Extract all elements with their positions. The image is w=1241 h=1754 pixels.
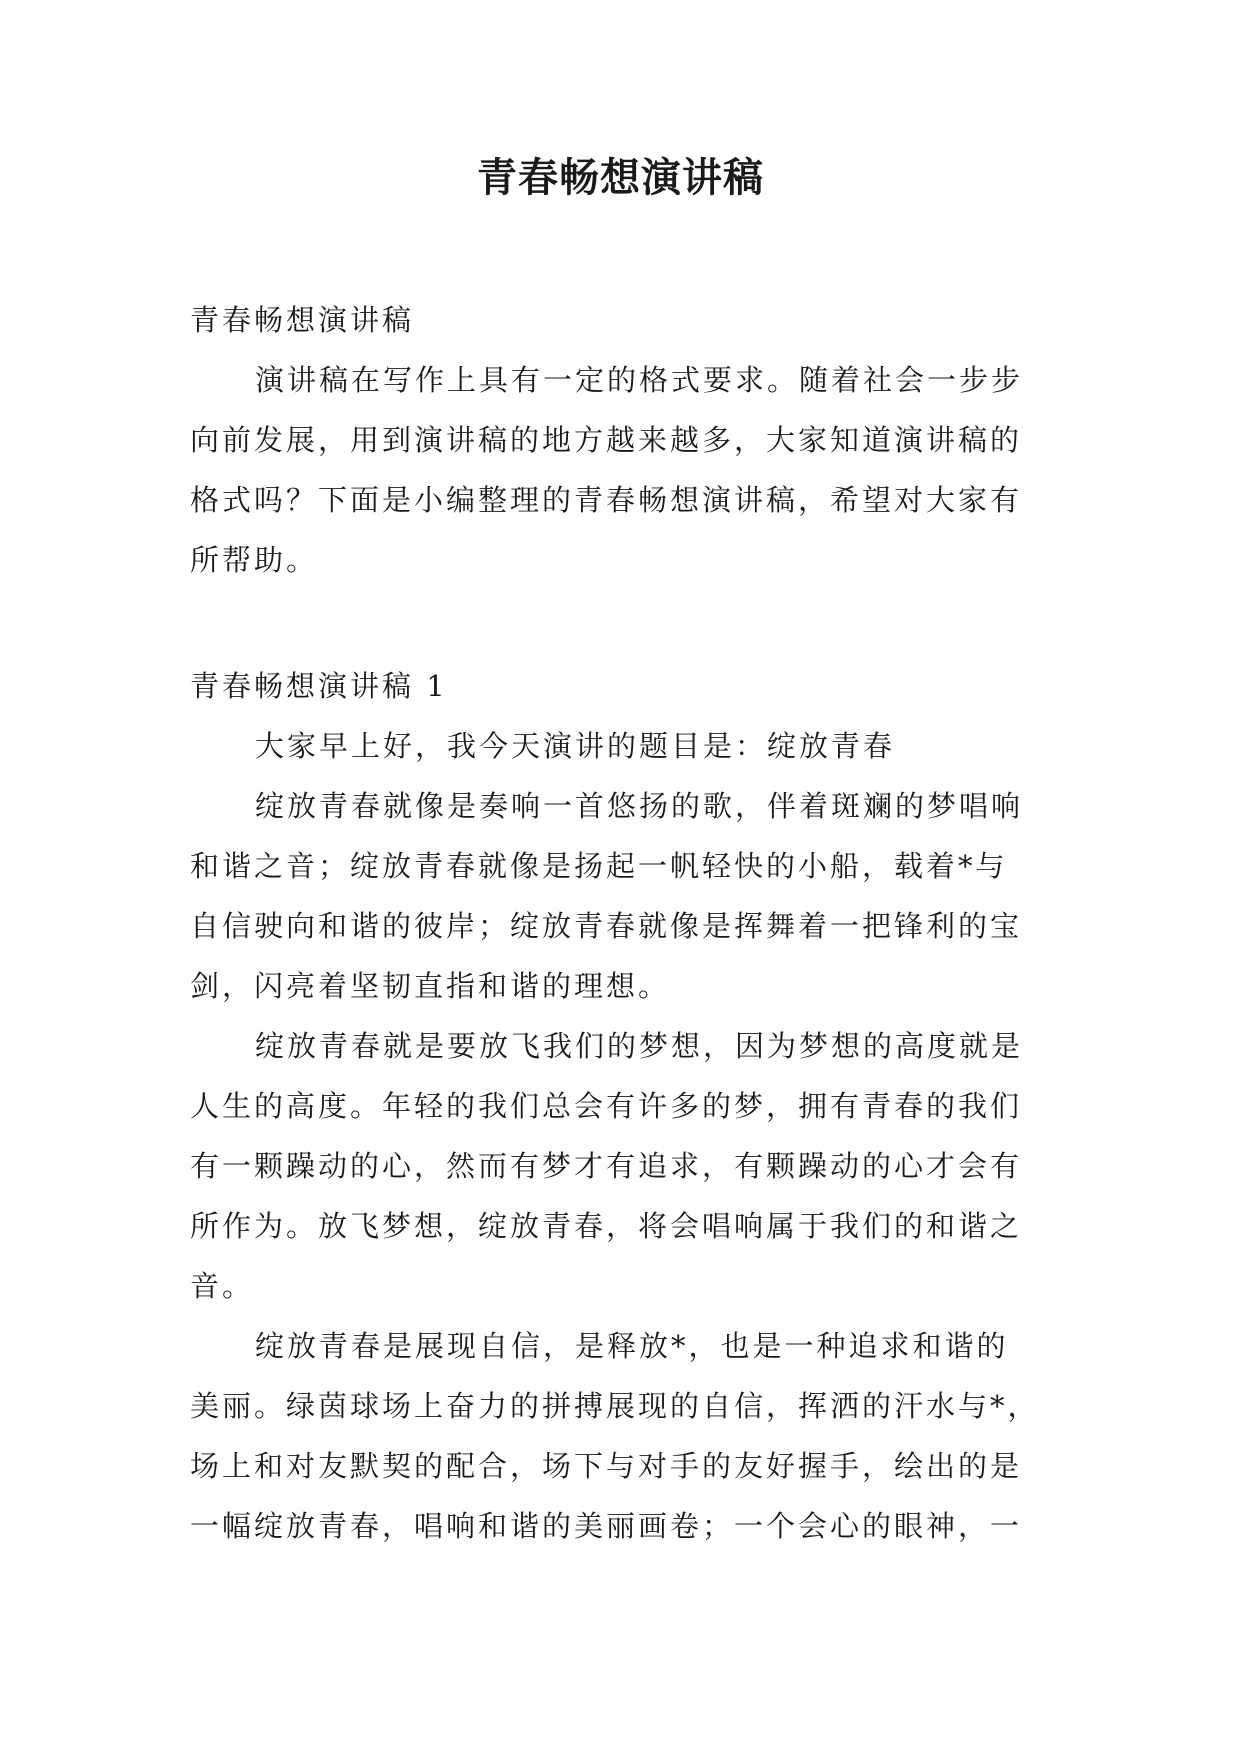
text-line: 所作为。放飞梦想，绽放青春，将会唱响属于我们的和谐之 bbox=[190, 1209, 1023, 1243]
text-line: 和谐之音；绽放青春就像是扬起一帆轻快的小船，载着*与 bbox=[190, 849, 1008, 883]
text-line: 大家早上好，我今天演讲的题目是：绽放青春 bbox=[255, 729, 896, 763]
intro-paragraph bbox=[190, 350, 1050, 590]
text-line: 人生的高度。年轻的我们总会有许多的梦，拥有青春的我们 bbox=[190, 1089, 1023, 1123]
text-line: 向前发展，用到演讲稿的地方越来越多，大家知道演讲稿的 bbox=[190, 423, 1023, 457]
text-line: 一幅绽放青春，唱响和谐的美丽画卷；一个会心的眼神，一 bbox=[190, 1509, 1023, 1543]
document-subtitle: 青春畅想演讲稿 bbox=[190, 303, 415, 337]
text-line: 格式吗？下面是小编整理的青春畅想演讲稿，希望对大家有 bbox=[190, 483, 1023, 517]
paragraph-greeting bbox=[190, 716, 1050, 776]
text-line: 所帮助。 bbox=[190, 543, 319, 577]
paragraph-song bbox=[190, 776, 1050, 1016]
text-line: 美丽。绿茵球场上奋力的拼搏展现的自信，挥洒的汗水与*， bbox=[190, 1389, 1040, 1423]
text-line: 绽放青春是展现自信，是释放*，也是一种追求和谐的 bbox=[255, 1329, 1009, 1363]
text-line: 场上和对友默契的配合，场下与对手的友好握手，绘出的是 bbox=[190, 1449, 1023, 1483]
text-line: 绽放青春就是要放飞我们的梦想，因为梦想的高度就是 bbox=[255, 1029, 1024, 1063]
text-line: 自信驶向和谐的彼岸；绽放青春就像是挥舞着一把锋利的宝 bbox=[190, 909, 1023, 943]
text-line: 音。 bbox=[190, 1269, 255, 1303]
text-line: 有一颗躁动的心，然而有梦才有追求，有颗躁动的心才会有 bbox=[190, 1149, 1023, 1183]
text-line: 剑，闪亮着坚韧直指和谐的理想。 bbox=[190, 969, 671, 1003]
text-line: 绽放青春就像是奏响一首悠扬的歌，伴着斑斓的梦唱响 bbox=[255, 789, 1024, 823]
text-line: 演讲稿在写作上具有一定的格式要求。随着社会一步步 bbox=[255, 363, 1024, 397]
paragraph-confidence bbox=[190, 1316, 1050, 1556]
paragraph-dream bbox=[190, 1016, 1050, 1316]
document-title: 青春畅想演讲稿 bbox=[477, 155, 764, 201]
section-heading: 青春畅想演讲稿 1 bbox=[190, 669, 448, 703]
document-body bbox=[190, 290, 1050, 1556]
